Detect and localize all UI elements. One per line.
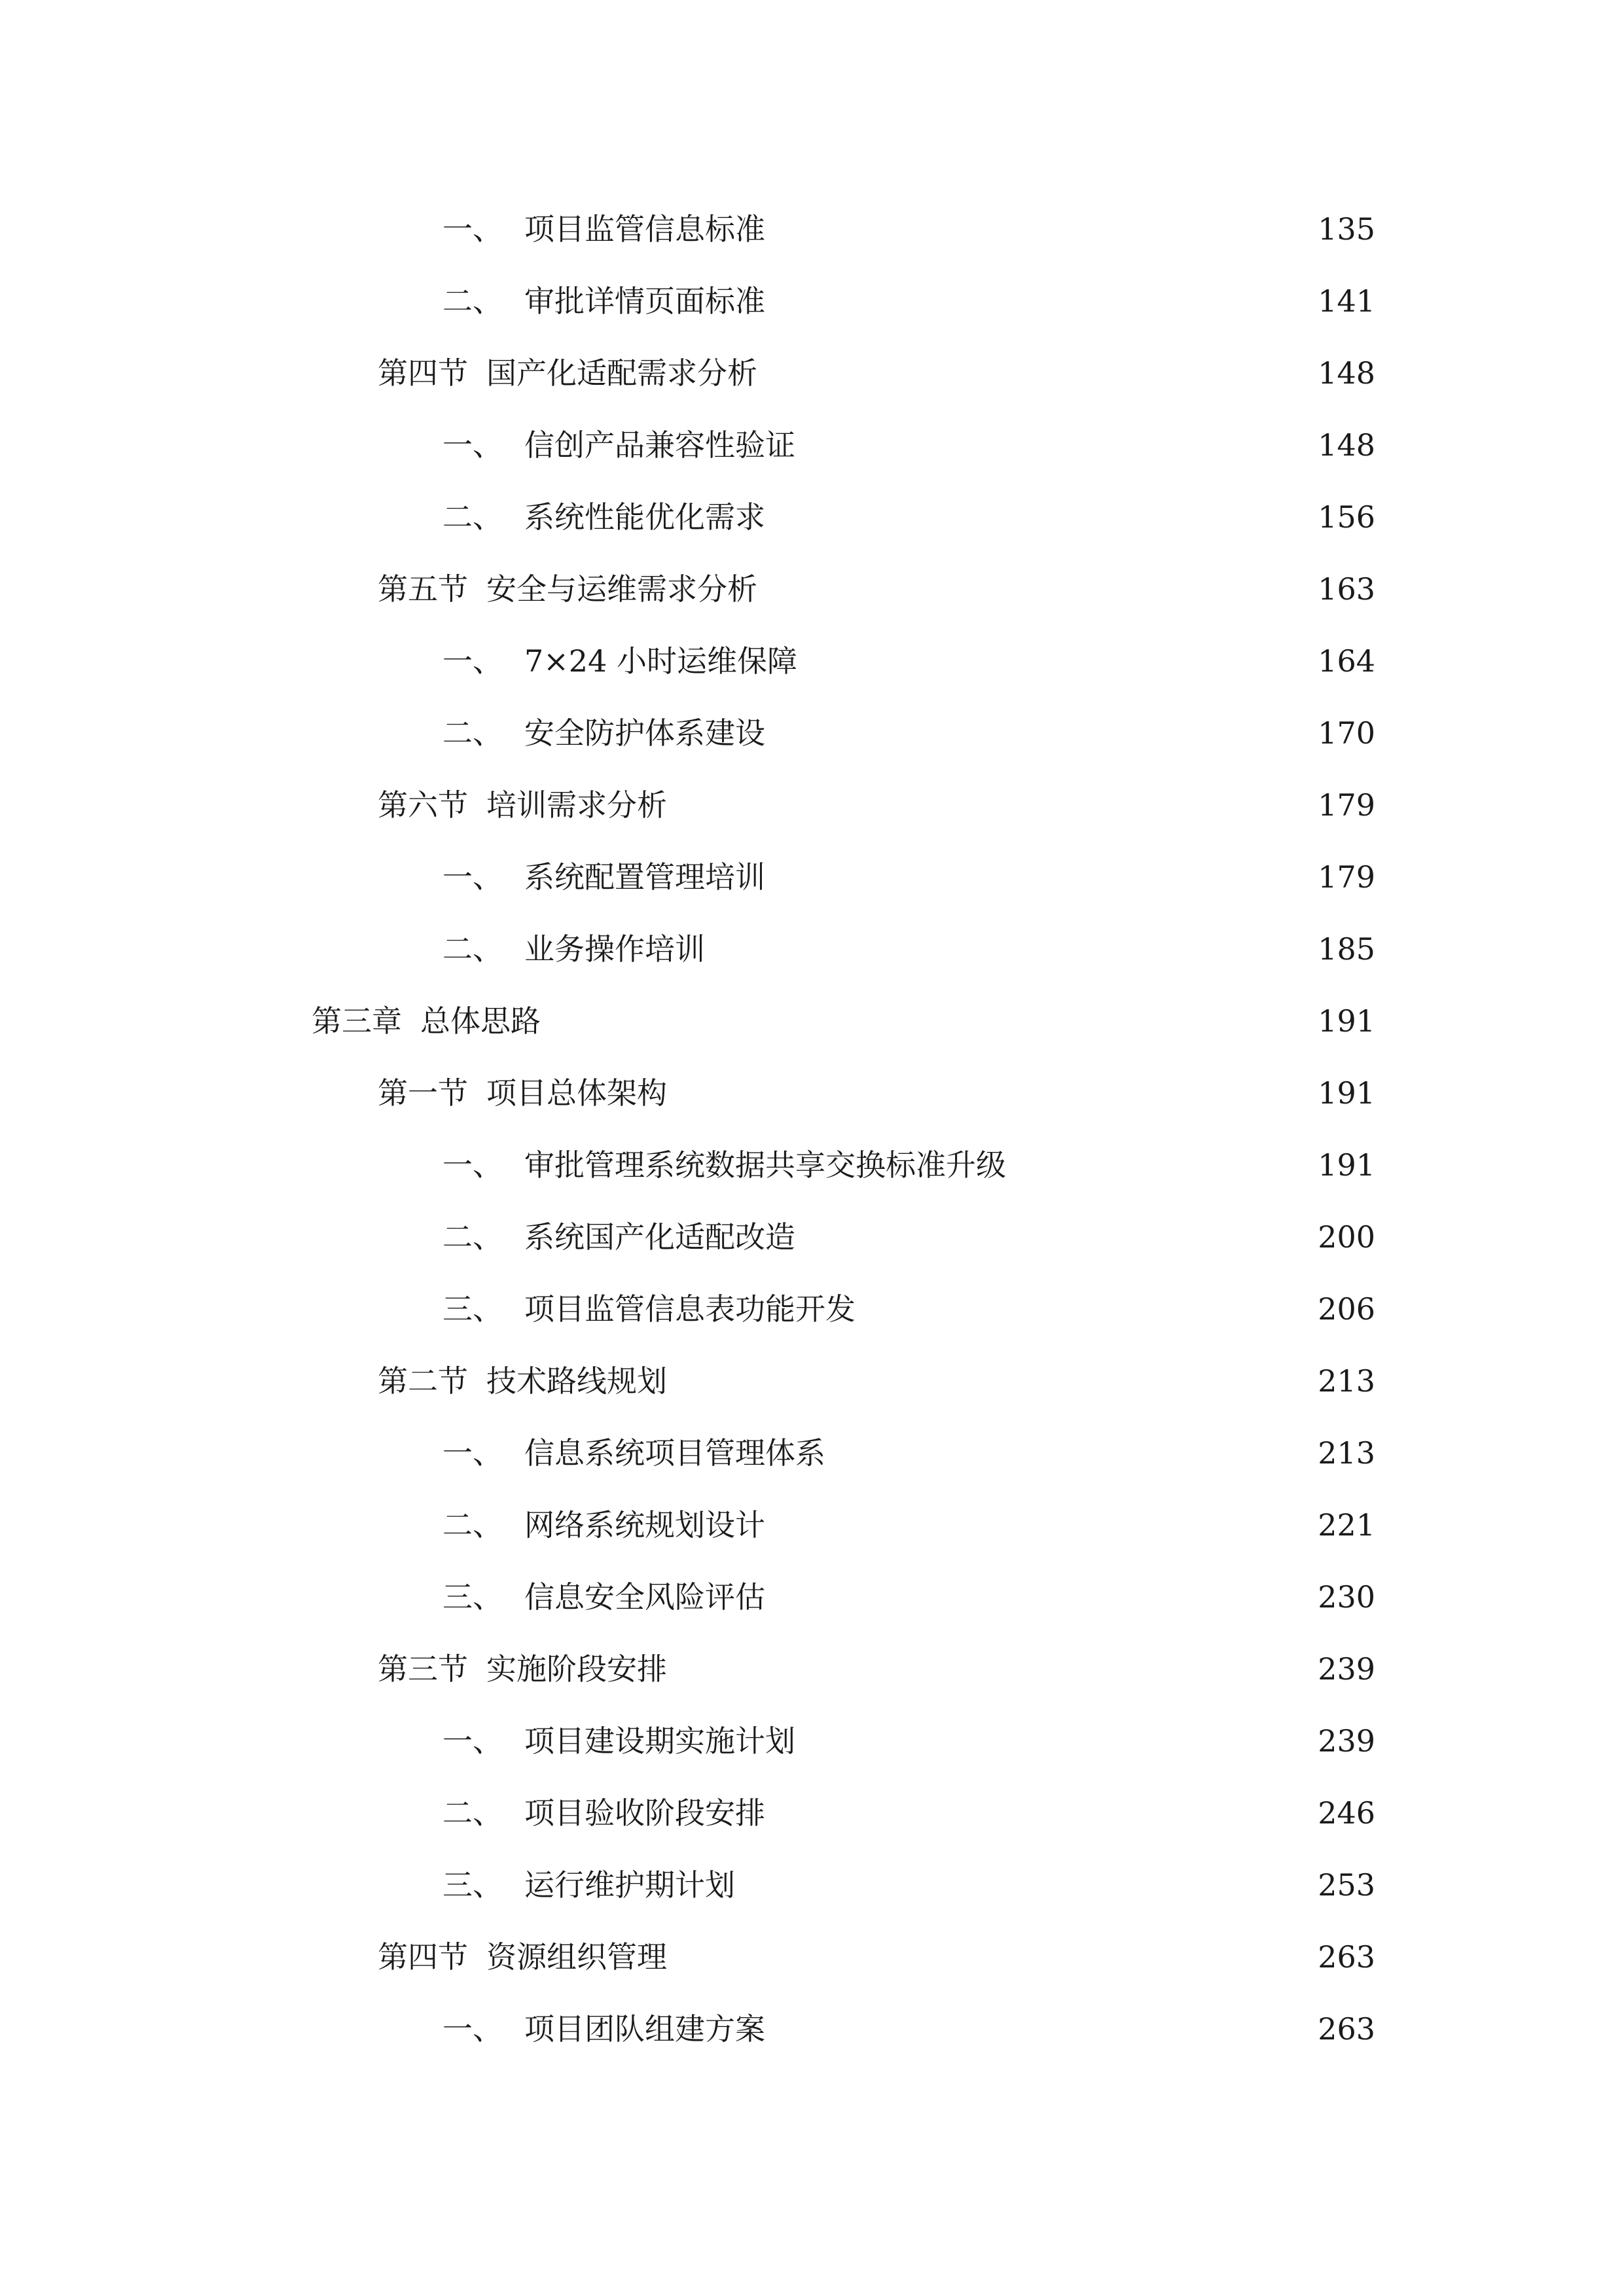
toc-entry-title: 项目总体架构 — [486, 1075, 667, 1111]
dot-leader — [773, 491, 1303, 543]
dot-leader — [773, 707, 1303, 759]
toc-entry[interactable] — [442, 707, 1375, 759]
dot-leader — [675, 1067, 1303, 1119]
toc-entry-page: 206 — [1318, 1291, 1375, 1327]
toc-entry-number: 一、 — [442, 1147, 503, 1183]
dot-leader — [675, 1931, 1303, 1983]
toc-entry-title: 技术路线规划 — [486, 1363, 667, 1399]
toc-entry-number: 二、 — [442, 499, 503, 535]
toc-entry-title: 项目团队组建方案 — [524, 2011, 765, 2047]
toc-entry[interactable] — [442, 1139, 1375, 1191]
toc-entry-number: 一、 — [442, 1435, 503, 1471]
dot-leader — [773, 1571, 1303, 1623]
dot-leader — [765, 563, 1303, 615]
toc-entry[interactable] — [442, 1787, 1375, 1839]
toc-entry-title: 总体思路 — [420, 1003, 541, 1039]
toc-entry-title: 7×24 小时运维保障 — [524, 643, 797, 679]
toc-entry-number: 二、 — [442, 1507, 503, 1543]
toc-entry[interactable] — [442, 2003, 1375, 2055]
toc-entry-page: 185 — [1318, 931, 1375, 967]
toc-entry-number: 第三节 — [378, 1651, 468, 1687]
toc-entry[interactable] — [378, 779, 1375, 831]
toc-entry-page: 221 — [1318, 1507, 1375, 1543]
toc-entry-number: 第五节 — [378, 571, 468, 607]
dot-leader — [675, 779, 1303, 831]
toc-entry-number: 二、 — [442, 931, 503, 967]
dot-leader — [765, 347, 1303, 399]
toc-entry[interactable] — [442, 923, 1375, 975]
toc-entry-number: 第二节 — [378, 1363, 468, 1399]
toc-entry-page: 191 — [1318, 1147, 1375, 1183]
toc-entry-number: 一、 — [442, 427, 503, 463]
dot-leader — [1014, 1139, 1303, 1191]
toc-entry[interactable] — [442, 635, 1375, 687]
toc-entry-page: 170 — [1318, 715, 1375, 751]
toc-entry[interactable] — [378, 1355, 1375, 1407]
toc-entry-number: 一、 — [442, 1723, 503, 1759]
toc-entry[interactable] — [442, 275, 1375, 327]
toc-entry-number: 三、 — [442, 1579, 503, 1615]
toc-entry-page: 213 — [1318, 1363, 1375, 1399]
toc-entry-title: 审批详情页面标准 — [524, 283, 765, 319]
toc-entry-page: 179 — [1318, 859, 1375, 895]
toc-entry[interactable] — [312, 995, 1375, 1047]
toc-entry[interactable] — [378, 563, 1375, 615]
toc-entry-title: 实施阶段安排 — [486, 1651, 667, 1687]
toc-entry-page: 200 — [1318, 1219, 1375, 1255]
toc-entry[interactable] — [442, 1571, 1375, 1623]
toc-entry-title: 项目监管信息标准 — [524, 211, 765, 247]
toc-entry-page: 141 — [1318, 283, 1375, 319]
toc-entry-page: 164 — [1318, 643, 1375, 679]
toc-entry-page: 263 — [1318, 2011, 1375, 2047]
toc-entry-page: 179 — [1318, 787, 1375, 823]
toc-entry-page: 191 — [1318, 1075, 1375, 1111]
toc-entry-title: 培训需求分析 — [486, 787, 667, 823]
toc-entry-page: 239 — [1318, 1651, 1375, 1687]
toc-entry-title: 系统国产化适配改造 — [524, 1219, 795, 1255]
toc-entry-title: 系统配置管理培训 — [524, 859, 765, 895]
dot-leader — [773, 2003, 1303, 2055]
toc-entry-title: 业务操作培训 — [524, 931, 705, 967]
toc-entry-number: 第六节 — [378, 787, 468, 823]
toc-entry[interactable] — [442, 851, 1375, 903]
toc-entry[interactable] — [378, 347, 1375, 399]
toc-entry-page: 156 — [1318, 499, 1375, 535]
toc-entry-title: 项目验收阶段安排 — [524, 1795, 765, 1831]
toc-entry[interactable] — [442, 1211, 1375, 1263]
toc-entry[interactable] — [442, 1715, 1375, 1767]
toc-entry-number: 第三章 — [312, 1003, 402, 1039]
dot-leader — [773, 1787, 1303, 1839]
toc-entry-title: 项目监管信息表功能开发 — [524, 1291, 856, 1327]
toc-entry[interactable] — [442, 1283, 1375, 1335]
toc-entry-title: 信创产品兼容性验证 — [524, 427, 795, 463]
dot-leader — [773, 275, 1303, 327]
toc-entry[interactable] — [442, 1859, 1375, 1911]
dot-leader — [805, 635, 1303, 687]
dot-leader — [803, 1211, 1303, 1263]
dot-leader — [743, 1859, 1303, 1911]
dot-leader — [863, 1283, 1303, 1335]
toc-entry[interactable] — [442, 1427, 1375, 1479]
toc-entry-title: 资源组织管理 — [486, 1939, 667, 1975]
toc-entry-number: 第一节 — [378, 1075, 468, 1111]
toc-entry-number: 二、 — [442, 283, 503, 319]
dot-leader — [773, 851, 1303, 903]
toc-entry-page: 163 — [1318, 571, 1375, 607]
toc-entry-page: 230 — [1318, 1579, 1375, 1615]
toc-entry-page: 148 — [1318, 355, 1375, 391]
toc-entry[interactable] — [442, 419, 1375, 471]
dot-leader — [713, 923, 1303, 975]
toc-entry-number: 二、 — [442, 1795, 503, 1831]
toc-entry-title: 运行维护期计划 — [524, 1867, 735, 1903]
toc-entry[interactable] — [442, 491, 1375, 543]
toc-entry-number: 第四节 — [378, 355, 468, 391]
toc-entry-title: 国产化适配需求分析 — [486, 355, 757, 391]
toc-entry-title: 项目建设期实施计划 — [524, 1723, 795, 1759]
toc-entry-page: 213 — [1318, 1435, 1375, 1471]
toc-entry-title: 信息系统项目管理体系 — [524, 1435, 825, 1471]
toc-entry[interactable] — [442, 1499, 1375, 1551]
dot-leader — [549, 995, 1303, 1047]
toc-entry-page: 253 — [1318, 1867, 1375, 1903]
toc-entry-title: 安全与运维需求分析 — [486, 571, 757, 607]
toc-entry-page: 263 — [1318, 1939, 1375, 1975]
dot-leader — [675, 1355, 1303, 1407]
toc-entry-page: 239 — [1318, 1723, 1375, 1759]
toc-entry-number: 一、 — [442, 2011, 503, 2047]
toc-entry[interactable] — [442, 203, 1375, 255]
dot-leader — [773, 203, 1303, 255]
toc-entry[interactable] — [378, 1643, 1375, 1695]
toc-entry-number: 第四节 — [378, 1939, 468, 1975]
dot-leader — [833, 1427, 1303, 1479]
toc-entry-page: 191 — [1318, 1003, 1375, 1039]
toc-entry-number: 一、 — [442, 859, 503, 895]
toc-entry-page: 246 — [1318, 1795, 1375, 1831]
dot-leader — [773, 1499, 1303, 1551]
toc-entry-number: 二、 — [442, 715, 503, 751]
toc-entry-number: 三、 — [442, 1291, 503, 1327]
toc-entry-title: 系统性能优化需求 — [524, 499, 765, 535]
toc-entry-number: 一、 — [442, 643, 503, 679]
dot-leader — [803, 1715, 1303, 1767]
toc-entry-number: 一、 — [442, 211, 503, 247]
toc-entry-page: 148 — [1318, 427, 1375, 463]
dot-leader — [803, 419, 1303, 471]
toc-entry-title: 审批管理系统数据共享交换标准升级 — [524, 1147, 1006, 1183]
toc-entry-page: 135 — [1318, 211, 1375, 247]
toc-entry-number: 三、 — [442, 1867, 503, 1903]
toc-entry-title: 信息安全风险评估 — [524, 1579, 765, 1615]
toc-entry[interactable] — [378, 1067, 1375, 1119]
toc-entry[interactable] — [378, 1931, 1375, 1983]
toc-entry-number: 二、 — [442, 1219, 503, 1255]
dot-leader — [675, 1643, 1303, 1695]
toc-entry-title: 网络系统规划设计 — [524, 1507, 765, 1543]
toc-entry-title: 安全防护体系建设 — [524, 715, 765, 751]
